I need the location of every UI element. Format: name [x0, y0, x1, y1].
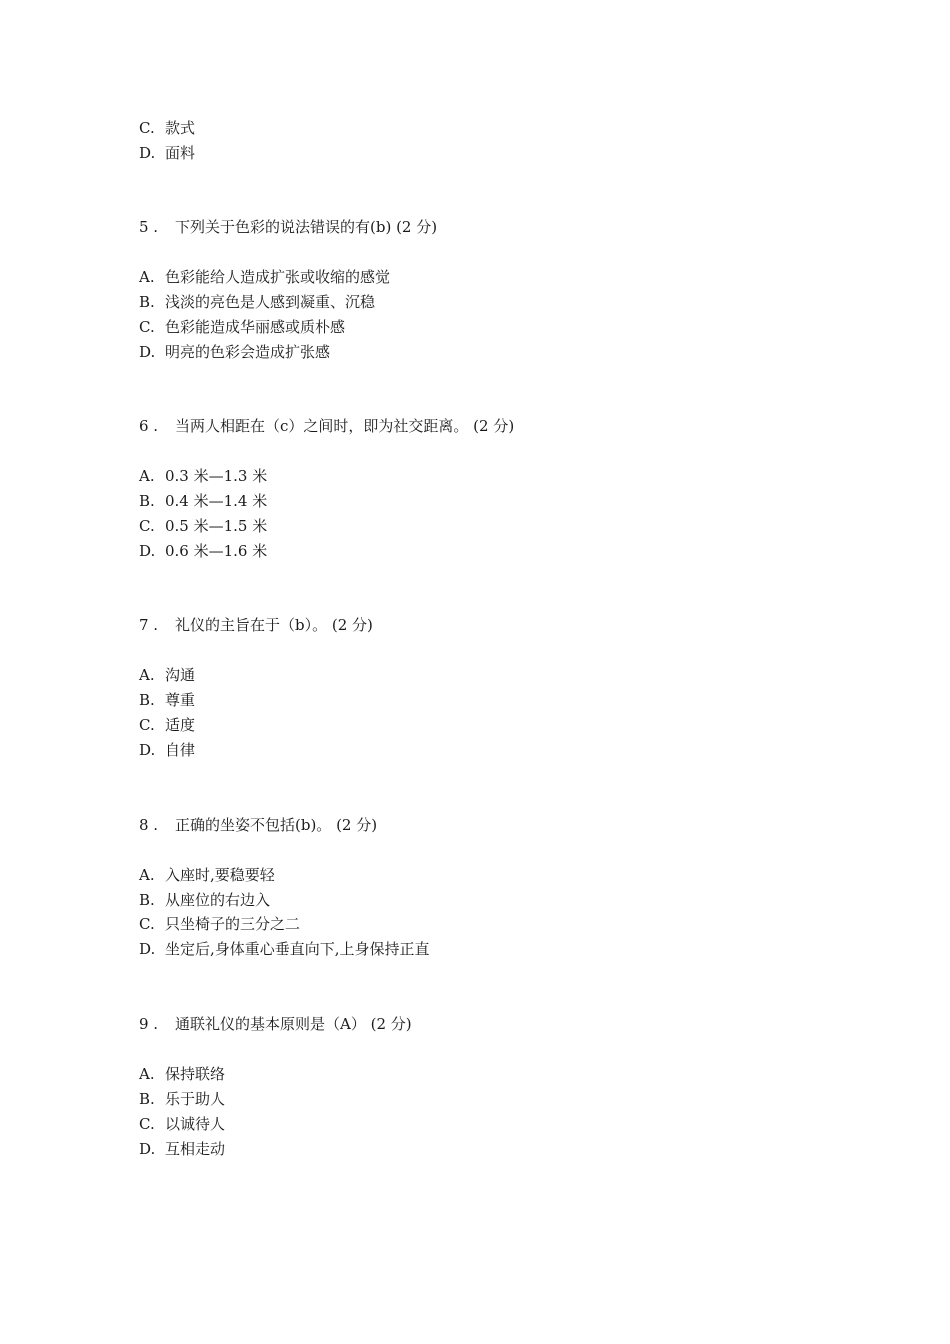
option-line [139, 890, 270, 910]
question-text: 正确的坐姿不包括(b)。 (2 分) [175, 816, 378, 834]
option-line [139, 690, 195, 710]
question-stem [139, 1014, 412, 1034]
option-line [139, 740, 195, 760]
option-letter: A. [139, 268, 155, 286]
question-text: 通联礼仪的基本原则是（A） (2 分) [175, 1015, 412, 1033]
option-line [139, 317, 345, 337]
option-letter: C. [139, 318, 155, 336]
option-text: 款式 [165, 119, 196, 137]
option-line [139, 267, 390, 287]
option-letter: D. [139, 542, 156, 560]
option-text: 沟通 [165, 666, 196, 684]
option-line [139, 118, 195, 138]
question-stem [139, 217, 437, 237]
option-line [139, 541, 267, 561]
question-text: 当两人相距在（c）之间时，即为社交距离。 (2 分) [175, 417, 515, 435]
option-line [139, 342, 330, 362]
question-number: 6 . [139, 417, 159, 435]
question-number: 8 . [139, 816, 159, 834]
option-text: 明亮的色彩会造成扩张感 [165, 343, 331, 361]
option-text: 保持联络 [165, 1065, 226, 1083]
option-line [139, 1139, 225, 1159]
option-line [139, 665, 195, 685]
option-line [139, 466, 267, 486]
question-text: 礼仪的主旨在于（b）。 (2 分) [175, 616, 373, 634]
option-letter: B. [139, 1090, 155, 1108]
option-text: 色彩能给人造成扩张或收缩的感觉 [165, 268, 391, 286]
option-line [139, 1114, 225, 1134]
option-line [139, 1089, 225, 1109]
option-letter: D. [139, 940, 156, 958]
option-line [139, 516, 267, 536]
option-letter: A. [139, 1065, 155, 1083]
question-stem [139, 815, 377, 835]
option-letter: D. [139, 343, 156, 361]
option-letter: B. [139, 891, 155, 909]
option-text: 0.5 米—1.5 米 [165, 517, 268, 535]
option-letter: C. [139, 915, 155, 933]
option-line [139, 939, 430, 959]
option-letter: B. [139, 691, 155, 709]
option-letter: C. [139, 119, 155, 137]
option-text: 适度 [165, 716, 196, 734]
option-letter: C. [139, 517, 155, 535]
option-text: 坐定后,身体重心垂直向下,上身保持正直 [165, 940, 430, 958]
option-text: 从座位的右边入 [165, 891, 271, 909]
option-letter: C. [139, 716, 155, 734]
option-line [139, 914, 300, 934]
option-letter: D. [139, 144, 156, 162]
question-number: 5 . [139, 218, 159, 236]
option-text: 色彩能造成华丽感或质朴感 [165, 318, 346, 336]
question-text: 下列关于色彩的说法错误的有(b) (2 分) [175, 218, 438, 236]
option-line [139, 865, 275, 885]
option-letter: C. [139, 1115, 155, 1133]
option-letter: B. [139, 492, 155, 510]
option-text: 尊重 [165, 691, 196, 709]
option-text: 0.6 米—1.6 米 [165, 542, 268, 560]
option-letter: B. [139, 293, 155, 311]
option-line [139, 143, 195, 163]
option-text: 自律 [165, 741, 196, 759]
question-number: 9 . [139, 1015, 159, 1033]
option-text: 入座时,要稳要轻 [165, 866, 275, 884]
question-stem [139, 615, 373, 635]
option-letter: D. [139, 741, 156, 759]
option-text: 互相走动 [165, 1140, 226, 1158]
option-text: 面料 [165, 144, 196, 162]
option-line [139, 491, 267, 511]
option-text: 0.4 米—1.4 米 [165, 492, 268, 510]
option-text: 只坐椅子的三分之二 [165, 915, 301, 933]
question-stem [139, 416, 514, 436]
question-number: 7 . [139, 616, 159, 634]
option-text: 0.3 米—1.3 米 [165, 467, 268, 485]
option-line [139, 1064, 225, 1084]
option-line [139, 715, 195, 735]
option-line [139, 292, 375, 312]
option-text: 浅淡的亮色是人感到凝重、沉稳 [165, 293, 376, 311]
option-text: 乐于助人 [165, 1090, 226, 1108]
option-text: 以诚待人 [165, 1115, 226, 1133]
option-letter: A. [139, 666, 155, 684]
option-letter: A. [139, 866, 155, 884]
option-letter: A. [139, 467, 155, 485]
option-letter: D. [139, 1140, 156, 1158]
